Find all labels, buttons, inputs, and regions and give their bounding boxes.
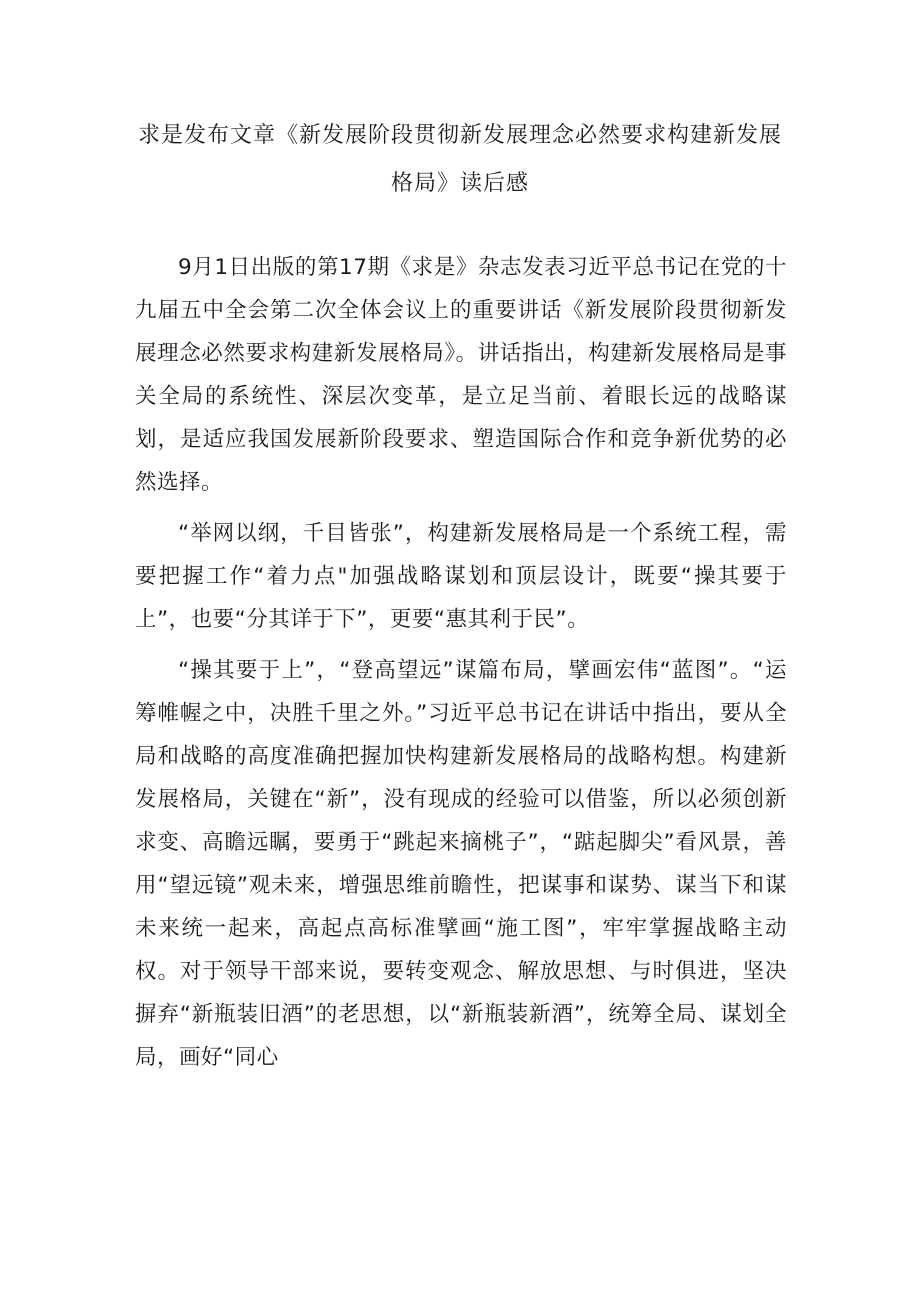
document-title: 求是发布文章《新发展阶段贯彻新发展理念必然要求构建新发展格局》读后感 [137,123,782,196]
document-body [135,246,787,1087]
paragraph-1: 9月1日出版的第17期《求是》杂志发表习近平总书记在党的十九届五中全会第二次全体会议上的重要讲话《新发展阶段贯彻新发展理念必然要求构建新发展格局》。讲话指出，构建新发展格局是事关全局的系统性、深层次变革，是立足当前、着眼长远的战略谋划，是适应我国发展新阶段要求、塑造国际合作和竞争新优势的必然选择。 [135,255,787,495]
paragraph-3: “操其要于上”，“登高望远”谋篇布局，擘画宏伟“蓝图”。“运筹帷幄之中，决胜千里之外。”习近平总书记在讲话中指出，要从全局和战略的高度准确把握加快构建新发展格局的战略构想。构建新发展格局，关键在“新”，没有现成的经验可以借鉴，所以必须创新求变、高瞻远瞩，要勇于“跳起来摘桃子”，“踮起脚尖”看风景，善用“望远镜”观未来，增强思维前瞻性，把谋事和谋势、谋当下和谋未来统一起来，高起点高标准擘画“施工图”，牢牢掌握战略主动权。对于领导干部来说，要转变观念、解放思想、与时俱进，坚决摒弃“新瓶装旧酒”的老思想，以“新瓶装新酒”，统筹全局、谋划全局，画好“同心 [135,658,787,1070]
paragraph-2: “举网以纲，千目皆张”，构建新发展格局是一个系统工程，需要把握工作“着力点"加强战略谋划和顶层设计，既要“操其要于上”，也要“分其详于下”，更要“惠其利于民”。 [135,521,787,632]
